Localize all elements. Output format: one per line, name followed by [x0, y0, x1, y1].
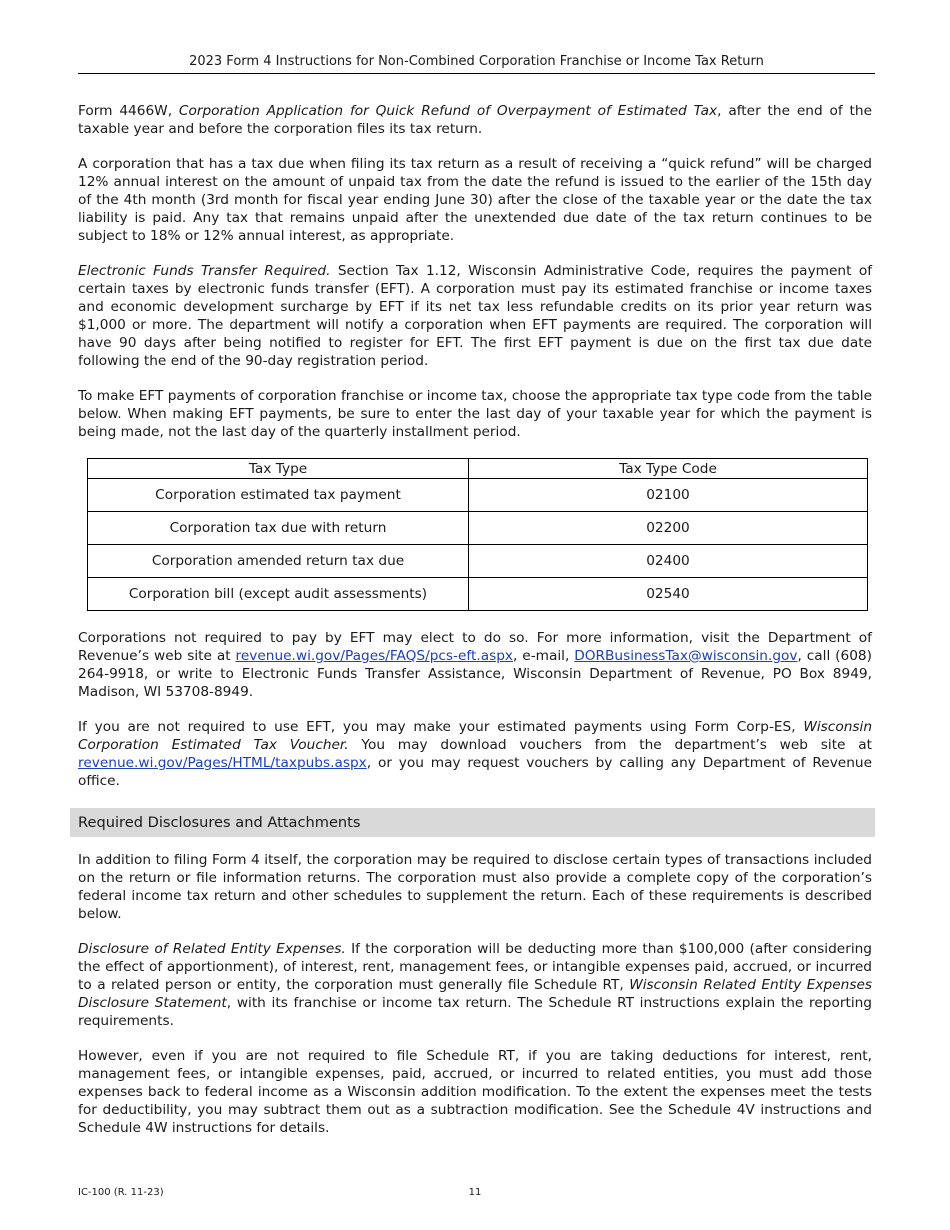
paragraph-vouchers [78, 718, 872, 790]
paragraph-disclosures-intro: In addition to filing Form 4 itself, the corporation may be required to disclose certain types of transactions included on the return or file information returns. The corporation must also provide a complete copy of the corporation’s federal income tax return and other schedules to supplement the return. Each of these requirements is described below. [78, 852, 872, 922]
text: If the corporation will be deducting more than $100,000 (after considering the effect of apportionment), of interest, rent, management fees, or intangible expenses paid, accrued, or incurred to a related person or entity, the corporation must generally file Schedule RT, [78, 941, 872, 993]
table-cell: 02200 [469, 512, 868, 545]
paragraph-eft-elect [78, 629, 872, 701]
table-cell: 02400 [469, 545, 868, 578]
form-title: Corporation Application for Quick Refund of Overpayment of Estimated Tax [178, 103, 718, 119]
tax-type-table [87, 458, 868, 611]
paragraph-heading: Disclosure of Related Entity Expenses. [78, 941, 346, 957]
text: , call (608) 264-9918, or write to Electronic Funds Transfer Assistance, Wisconsin Department of Revenue, PO Box 8949, Madison, WI 53708-8949. [78, 648, 872, 700]
table-cell: Corporation tax due with return [88, 512, 469, 545]
paragraph-related-entity [78, 940, 872, 1030]
document-body [78, 102, 872, 1154]
table-cell: 02540 [469, 578, 868, 611]
text: Corporations not required to pay by EFT may elect to do so. For more information, visit the Department of Revenue’s web site at [78, 630, 872, 664]
table-row [88, 479, 868, 512]
page-header: 2023 Form 4 Instructions for Non-Combined Corporation Franchise or Income Tax Return [78, 52, 875, 74]
text: If you are not required to use EFT, you may make your estimated payments using Form Corp-ES, [78, 719, 804, 735]
table-header-row [88, 459, 868, 479]
text: , e-mail, [513, 648, 575, 664]
text: , with its franchise or income tax return. The Schedule RT instructions explain the reporting requirements. [78, 995, 872, 1029]
taxpubs-link[interactable]: revenue.wi.gov/Pages/HTML/taxpubs.aspx [78, 755, 367, 771]
text: You may download vouchers from the department’s web site at [348, 737, 872, 753]
section-heading: Required Disclosures and Attachments [70, 808, 875, 837]
table-row [88, 578, 868, 611]
column-header-tax-type: Tax Type [88, 459, 469, 479]
text: , after the end of the taxable year and before the corporation files its tax return. [78, 103, 873, 137]
footer-page-number: 11 [468, 1187, 482, 1198]
paragraph-quick-refund [78, 102, 872, 138]
table-cell: 02100 [469, 479, 868, 512]
email-link[interactable]: DORBusinessTax@wisconsin.gov [574, 648, 798, 664]
eft-faq-link[interactable]: revenue.wi.gov/Pages/FAQS/pcs-eft.aspx [235, 648, 514, 664]
column-header-tax-type-code: Tax Type Code [469, 459, 868, 479]
paragraph-eft-payments: To make EFT payments of corporation franchise or income tax, choose the appropriate tax type code from the table below. When making EFT payments, be sure to enter the last day of your taxable year for which the payment is being made, not the last day of the quarterly installment period. [78, 388, 872, 440]
table-row [88, 512, 868, 545]
table-cell: Corporation amended return tax due [88, 545, 469, 578]
text: Section Tax 1.12, Wisconsin Administrative Code, requires the payment of certain taxes by electronic funds transfer (EFT). A corporation must pay its estimated franchise or income taxes and economic development surcharge by EFT if its net tax less refundable credits on its prior year return was $1,000 or more. The department will notify a corporation when EFT payments are required. The corporation will have 90 days after being notified to register for EFT. The first EFT payment is due on the first tax due date following the end of the 90-day registration period. [78, 263, 873, 369]
paragraph-heading: Electronic Funds Transfer Required. [78, 263, 331, 279]
table-cell: Corporation bill (except audit assessments) [88, 578, 469, 611]
form-title: Wisconsin Related Entity Expenses Disclosure Statement [78, 977, 873, 1011]
paragraph-interest: A corporation that has a tax due when filing its tax return as a result of receiving a “quick refund” will be charged 12% annual interest on the amount of unpaid tax from the date the refund is issued to the earlier of the 15th day of the 4th month (3rd month for fiscal year ending June 30) after the close of the taxable year or the date the tax liability is paid. Any tax that remains unpaid after the unextended due date of the tax return continues to be subject to 18% or 12% annual interest, as appropriate. [78, 156, 872, 244]
text: , or you may request vouchers by calling any Department of Revenue office. [78, 755, 872, 789]
paragraph-addback: However, even if you are not required to file Schedule RT, if you are taking deductions for interest, rent, management fees, or intangible expenses, paid, accrued, or incurred to related entities, you must add those expenses back to federal income as a Wisconsin addition modification. To the extent the expenses meet the tests for deductibility, you may subtract them out as a subtraction modification. See the Schedule 4V instructions and Schedule 4W instructions for details. [78, 1048, 872, 1136]
footer-form-id: IC-100 (R. 11-23) [78, 1187, 164, 1198]
paragraph-eft-required [78, 262, 872, 370]
text: Form 4466W, [78, 103, 179, 119]
table-row [88, 545, 868, 578]
table-cell: Corporation estimated tax payment [88, 479, 469, 512]
form-title: Wisconsin Corporation Estimated Tax Voucher. [78, 719, 872, 753]
